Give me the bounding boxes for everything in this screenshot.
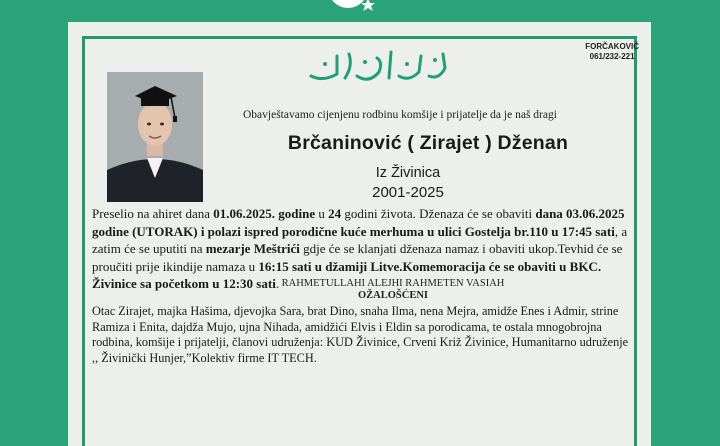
deceased-name: Brčaninović ( Zirajet ) Dženan	[287, 132, 569, 154]
agency-phone: 061/232-221	[589, 52, 635, 61]
crescent-star-icon	[318, 0, 378, 24]
salutation: RAHMETULLAHI ALEJHI RAHMETEN VASIAH	[281, 278, 505, 289]
intro-text: Obavještavamo cijenjenu rodbinu komšije i prijatelje da je naš dragi	[243, 109, 557, 121]
arabic-calligraphy-icon	[303, 46, 453, 88]
obituary-notice	[68, 22, 651, 446]
deceased-years: 2001-2025	[372, 184, 444, 201]
deceased-origin: Iz Živinica	[375, 165, 441, 181]
mourners-list: Otac Zirajet, majka Hašima, djevojka Sara, brat Dino, snaha Ilma, nena Mejra, amidže Enes i Admir, strine Ramiza i Enita, dajdža Mujo, ujna Nihada, amidžići Elvis i Eldin sa porodicama, te ostala mnogobrojna rodbina, komšije i prijatelji, članovi udruženja: KUD Živinice, Crveni Križ Živinice, Humanitarno udruženje ,, Živinički Hunjer,”Kolektiv firme IT TECH.	[92, 304, 629, 365]
mourners-title: OŽALOŠĆENI	[357, 290, 429, 301]
agency-name: FORČAKOVIĆ	[585, 42, 639, 51]
funeral-announcement: Preselio na ahiret dana 01.06.2025. godine u 24 godini života. Dženaza će se obaviti dana 03.06.2025 godine (UTORAK) i polazi ispred porodične kuće merhuma u ulici Gostelja br.110 u 17:45 sati, a zatim će se uputiti na mezarje Meštrići gdje će se klanjati dženaza namaz i obaviti ukop.Tevhid će se proučiti prije ikindije namaza u 16:15 sati u džamiji Litve.Komemoracija će se obaviti u BKC. Živinice sa početkom u 12:30 sati.	[92, 206, 628, 291]
deceased-photo	[107, 72, 203, 202]
agency-info	[585, 42, 639, 62]
